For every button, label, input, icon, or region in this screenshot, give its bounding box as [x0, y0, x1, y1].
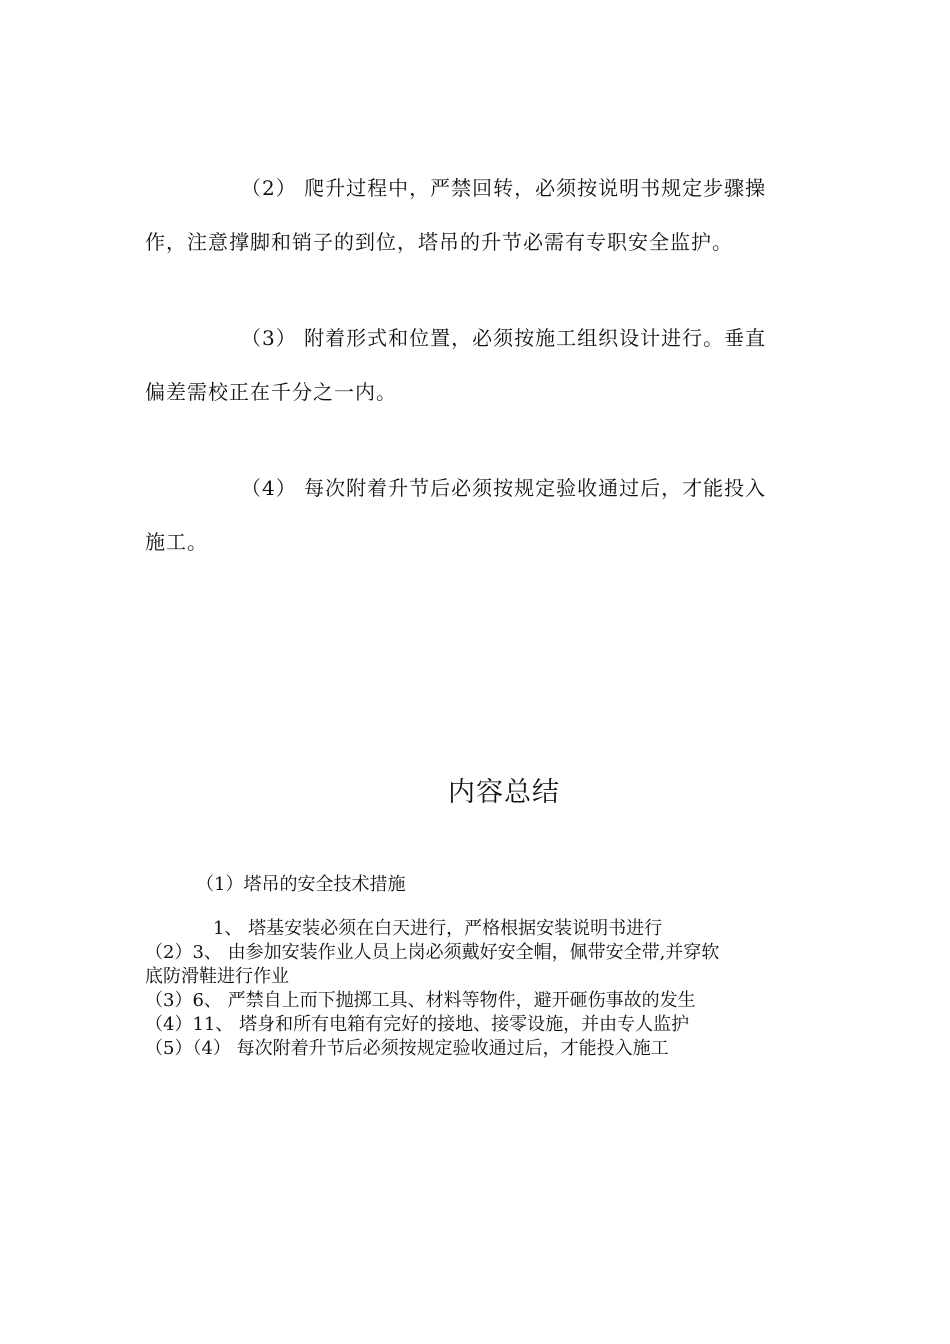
paragraph-line: （3） 附着形式和位置，必须按施工组织设计进行。垂直 — [241, 326, 767, 350]
paragraph-line: 作，注意撑脚和销子的到位，塔吊的升节必需有专职安全监护。 — [145, 230, 733, 254]
paragraph-line: （2） 爬升过程中，严禁回转，必须按说明书规定步骤操 — [241, 176, 767, 200]
summary-item: 底防滑鞋进行作业 — [145, 966, 289, 987]
summary-title: 内容总结 — [448, 777, 560, 808]
paragraph-line: 施工。 — [145, 530, 208, 554]
paragraph-line: 偏差需校正在千分之一内。 — [145, 380, 397, 404]
summary-list — [145, 917, 805, 1061]
summary-item: 1、 塔基安装必须在白天进行，严格根据安装说明书进行 — [213, 918, 663, 939]
summary-item: （5）（4） 每次附着升节后必须按规定验收通过后，才能投入施工 — [145, 1038, 669, 1059]
summary-item: （2）3、 由参加安装作业人员上岗必须戴好安全帽，佩带安全带,并穿软 — [145, 942, 720, 963]
paragraph-line: （4） 每次附着升节后必须按规定验收通过后，才能投入 — [241, 476, 767, 500]
summary-subtitle: （1）塔吊的安全技术措施 — [196, 874, 406, 895]
summary-item: （3）6、 严禁自上而下抛掷工具、材料等物件，避开砸伤事故的发生 — [145, 990, 696, 1011]
summary-item: （4）11、 塔身和所有电箱有完好的接地、接零设施，并由专人监护 — [145, 1014, 690, 1035]
